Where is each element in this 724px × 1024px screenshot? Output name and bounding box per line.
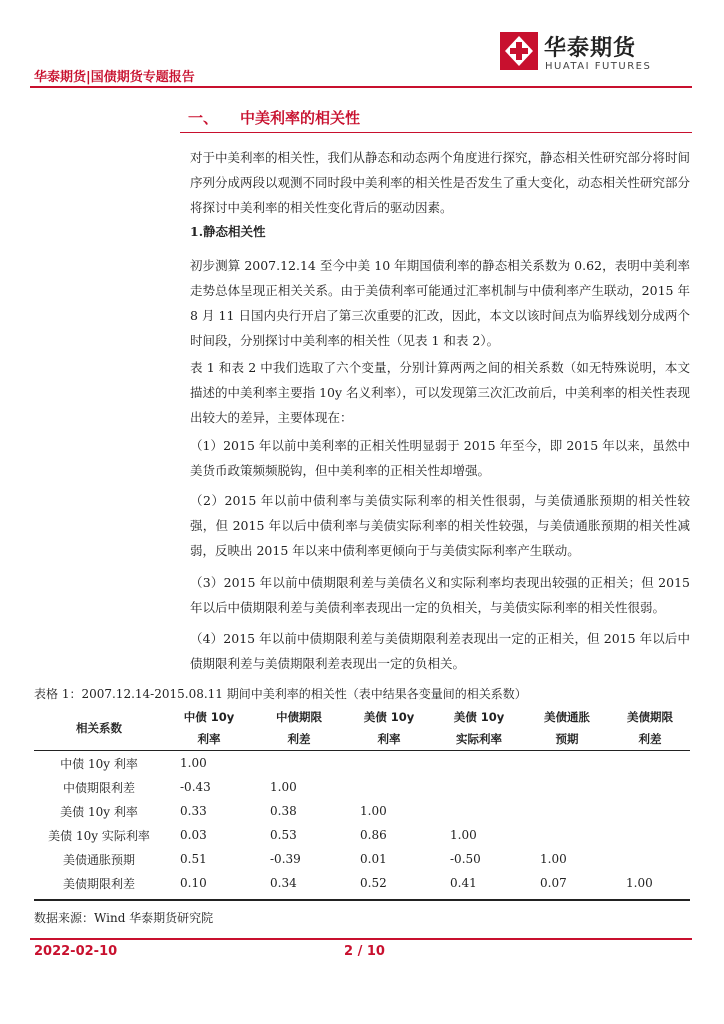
logo-english-name: HUATAI FUTURES	[545, 61, 652, 72]
table-cell: 0.41	[450, 876, 477, 890]
row-label: 美债通胀预期	[62, 852, 135, 867]
table-cell	[434, 775, 524, 799]
footer-divider	[30, 938, 692, 940]
column-header-line1: 美债期限	[627, 710, 673, 724]
column-header	[344, 706, 434, 751]
table-row	[34, 775, 690, 799]
column-header	[254, 706, 344, 751]
table-cell	[344, 775, 434, 799]
table-cell	[610, 775, 690, 799]
column-header-line2: 利率	[197, 732, 221, 746]
row-label: 美债期限利差	[62, 876, 135, 891]
table-cell	[524, 751, 610, 776]
row-label: 美债 10y 实际利率	[48, 828, 150, 843]
column-header	[610, 706, 690, 751]
table-cell: -0.43	[180, 780, 211, 794]
table-cell	[434, 799, 524, 823]
table-caption: 表格 1：2007.12.14-2015.08.11 期间中美利率的相关性（表中结果各变量间的相关系数）	[34, 687, 527, 701]
table-cell	[434, 751, 524, 776]
section-underline	[180, 132, 692, 133]
correlation-table	[34, 706, 690, 895]
report-title: 华泰期货|国债期货专题报告	[34, 70, 195, 85]
column-header-line2: 利差	[638, 732, 662, 746]
table-cell	[254, 751, 344, 776]
column-header-line1: 中债 10y	[183, 710, 235, 724]
table-cell: 0.53	[270, 828, 297, 842]
table-bottom-rule	[34, 899, 690, 901]
table-row	[34, 871, 690, 895]
table-corner-header: 相关系数	[76, 721, 122, 735]
table-cell: 0.86	[360, 828, 387, 842]
table-cell	[524, 823, 610, 847]
column-header	[164, 706, 254, 751]
section-title-text: 中美利率的相关性	[240, 109, 361, 127]
table-row	[34, 751, 690, 776]
row-label: 美债 10y 利率	[60, 804, 138, 819]
sub-heading: 1.静态相关性	[190, 224, 266, 239]
paragraph-2: 表 1 和表 2 中我们选取了六个变量，分别计算两两之间的相关系数（如无特殊说明，本文描述的中美利率主要指 10y 名义利率），可以发现第三次汇改前后，中美利率的相关性表现出较大的差异，主要体现在：	[190, 360, 690, 425]
table-cell: 0.33	[180, 804, 207, 818]
column-header-line2: 利差	[287, 732, 311, 746]
table-row	[34, 799, 690, 823]
row-label: 中债期限利差	[62, 780, 135, 795]
paragraph-5: （3）2015 年以前中债期限利差与美债名义和实际利率均表现出较强的正相关；但 2015 年以后中债期限利差与美债利率表现出一定的负相关，与美债实际利率的相关性很弱。	[190, 575, 690, 615]
logo-chinese-name: 华泰期货	[544, 36, 637, 61]
table-cell: 1.00	[360, 804, 387, 818]
table-cell: 1.00	[180, 756, 207, 770]
table-cell	[344, 751, 434, 776]
paragraph-1: 初步测算 2007.12.14 至今中美 10 年期国债利率的静态相关系数为 0.62，表明中美利率走势总体呈现正相关关系。由于美债利率可能通过汇率机制与中债利率产生联动，2015 年 8 月 11 日国内央行开启了第三次重要的汇改，因此，本文以该时间点为临界线划分成两个时间段，分别探讨中美利率的相关性（见表 1 和表 2）。	[190, 258, 690, 348]
table-cell: -0.39	[270, 852, 301, 866]
table-cell: 1.00	[626, 876, 653, 890]
table-cell	[610, 823, 690, 847]
table-cell: -0.50	[450, 852, 481, 866]
paragraph-4: （2）2015 年以前中债利率与美债实际利率的相关性很弱，与美债通胀预期的相关性较强，但 2015 年以后中债利率与美债实际利率的相关性较强，与美债通胀预期的相关性减弱，反映出 2015 年以来中债利率更倾向于与美债实际利率产生联动。	[190, 493, 690, 558]
page-number: 2 / 10	[344, 944, 385, 959]
column-header-line2: 预期	[555, 732, 579, 746]
table-cell: 0.51	[180, 852, 207, 866]
company-logo	[500, 28, 690, 78]
paragraph-3: （1）2015 年以前中美利率的正相关性明显弱于 2015 年至今，即 2015 年以来，虽然中美货币政策频频脱钩，但中美利率的正相关性却增强。	[190, 438, 690, 478]
table-cell	[524, 775, 610, 799]
huatai-logo-icon	[500, 32, 538, 70]
table-cell: 1.00	[450, 828, 477, 842]
table-cell	[610, 847, 690, 871]
table-header-row	[34, 706, 690, 751]
footer-date: 2022-02-10	[34, 944, 118, 959]
column-header-line1: 中债期限	[276, 710, 322, 724]
table-cell: 0.07	[540, 876, 567, 890]
column-header-line2: 利率	[377, 732, 401, 746]
column-header-line2: 实际利率	[456, 732, 502, 746]
data-source-note: 数据来源：Wind 华泰期货研究院	[34, 911, 214, 925]
table-cell: 0.38	[270, 804, 297, 818]
column-header	[524, 706, 610, 751]
table-cell	[524, 799, 610, 823]
intro-paragraph: 对于中美利率的相关性，我们从静态和动态两个角度进行探究，静态相关性研究部分将时间序列分成两段以观测不同时段中美利率的相关性是否发生了重大变化，动态相关性研究部分将探讨中美利率的相关性变化背后的驱动因素。	[190, 150, 691, 215]
table-cell: 0.03	[180, 828, 207, 842]
table-cell: 0.10	[180, 876, 207, 890]
table-cell: 0.01	[360, 852, 387, 866]
column-header-line1: 美债 10y	[453, 710, 505, 724]
row-label: 中债 10y 利率	[60, 756, 138, 771]
table-row	[34, 823, 690, 847]
table-cell	[610, 751, 690, 776]
paragraph-6: （4）2015 年以前中债期限利差与美债期限利差表现出一定的正相关，但 2015 年以后中债期限利差与美债期限利差表现出一定的负相关。	[190, 631, 690, 671]
table-cell: 0.34	[270, 876, 297, 890]
table-row	[34, 847, 690, 871]
table-cell: 0.52	[360, 876, 387, 890]
header-divider	[30, 86, 692, 88]
column-header-line1: 美债通胀	[544, 710, 590, 724]
section-number: 一、	[188, 109, 219, 127]
column-header-line1: 美债 10y	[363, 710, 415, 724]
column-header	[434, 706, 524, 751]
section-title	[188, 107, 360, 128]
table-cell: 1.00	[540, 852, 567, 866]
table-cell: 1.00	[270, 780, 297, 794]
table-cell	[610, 799, 690, 823]
